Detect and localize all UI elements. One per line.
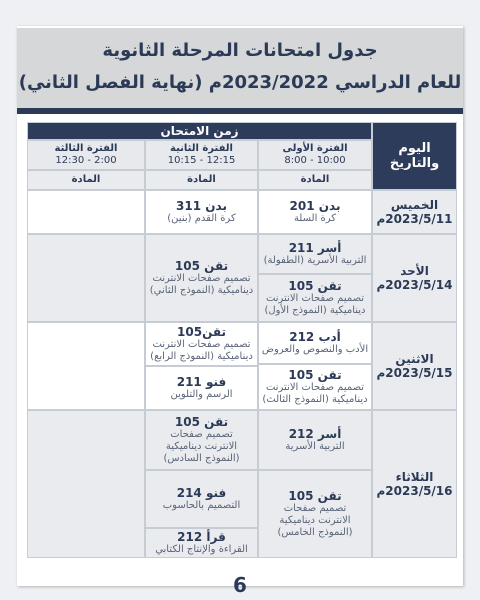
exam-code: تقن 105 (288, 489, 342, 503)
exam-subject-line: الانترنت ديناميكية (165, 441, 238, 452)
exam-subject: الرسم والتلوين (170, 389, 233, 400)
exam-thu-period-2 (145, 190, 258, 234)
period-1-header (258, 140, 372, 170)
day-name: الثلاثاء (395, 470, 434, 484)
exam-mon-period-1b (258, 364, 372, 410)
exam-code: أسر 212 (288, 427, 342, 441)
period-3-subject-label: المادة (27, 170, 145, 190)
exam-code: قرأ 212 (177, 530, 226, 544)
exam-sun-period-1b (258, 274, 372, 322)
exam-sun-period-2 (145, 234, 258, 322)
exam-code: بدن 201 (289, 199, 341, 213)
exam-subject: كرة السلة (293, 213, 337, 224)
period-1-name: الفترة الأولى (282, 143, 348, 154)
day-name: الخميس (390, 198, 439, 212)
day-date: 2023/5/15م (376, 366, 453, 380)
exam-code: أسر 211 (288, 241, 342, 255)
exam-sun-period-3-empty (27, 234, 145, 322)
exam-code: تقن 105 (288, 279, 342, 293)
day-date: 2023/5/16م (376, 484, 453, 498)
exam-tue-period-1a (258, 410, 372, 470)
page-title: جدول امتحانات المرحلة الثانوية (102, 40, 378, 61)
exam-code: تقن 105 (288, 368, 342, 382)
day-date: 2023/5/11م (376, 212, 453, 226)
exam-tue-period-1b (258, 470, 372, 558)
exam-code: فنو 214 (176, 486, 227, 500)
exam-thu-period-3-empty (27, 190, 145, 234)
exam-subject-line: تصميم صفحات الانترنت (152, 339, 251, 350)
exam-subject-line: تصميم صفحات الانترنت (265, 293, 365, 304)
exam-subject-line: تصميم صفحات الانترنت (265, 382, 365, 393)
exam-subject: التربية الأسرية (الطفولة) (263, 255, 367, 266)
day-thursday (372, 190, 457, 234)
exam-subject: كرة القدم (بنين) (167, 213, 236, 224)
page-subtitle: للعام الدراسي 2023/2022م (نهاية الفصل الثاني) (18, 72, 462, 93)
day-name: الأحد (400, 264, 429, 278)
exam-sun-period-1a (258, 234, 372, 274)
day-name: الاثنين (395, 352, 434, 366)
exam-tue-period-2a (145, 410, 258, 470)
period-3-name: الفترة الثالثة (54, 143, 118, 154)
header-day-date: اليوم والتاريخ (372, 122, 457, 190)
period-1-time: 8:00 - 10:00 (284, 155, 346, 166)
day-monday (372, 322, 457, 410)
day-date: 2023/5/14م (376, 278, 453, 292)
exam-subject-line: ديناميكية (النموذج الثاني) (149, 285, 254, 296)
page-number: 6 (233, 573, 247, 597)
title-box (17, 28, 463, 110)
exam-code: فنو 211 (176, 375, 227, 389)
exam-thu-period-1 (258, 190, 372, 234)
header-exam-time: زمن الامتحان (27, 122, 372, 140)
exam-subject-line: تصميم صفحات (170, 429, 233, 440)
exam-subject: الأدب والنصوص والعروض (261, 344, 369, 355)
exam-subject-line: ديناميكية (النموذج الرابع) (150, 351, 253, 362)
exam-subject-line: الانترنت ديناميكية (279, 515, 351, 526)
exam-tue-period-2c (145, 528, 258, 558)
period-2-time: 10:15 - 12:15 (167, 155, 236, 166)
period-3-header (27, 140, 145, 170)
exam-subject: التصميم بالحاسوب (162, 500, 241, 511)
exam-subject-line: ديناميكية (النموذج الثالث) (262, 394, 368, 405)
day-sunday (372, 234, 457, 322)
exam-subject-line: (النموذج السادس) (163, 453, 240, 464)
exam-mon-period-1a (258, 322, 372, 364)
exam-code: بدن 311 (176, 199, 227, 213)
period-1-subject-label: المادة (258, 170, 372, 190)
exam-subject-line: تصميم صفحات (283, 503, 347, 514)
exam-subject-line: ديناميكية (النموذج الأول) (264, 305, 366, 316)
title-underline (17, 108, 463, 114)
period-3-time: 12:30 - 2:00 (55, 155, 117, 166)
exam-tue-period-3-empty (27, 410, 145, 558)
exam-subject: التربية الأسرية (285, 441, 345, 452)
exam-code: تقن 105 (174, 259, 229, 273)
exam-code: أدب 212 (289, 330, 341, 344)
exam-tue-period-2b (145, 470, 258, 528)
exam-mon-period-2b (145, 366, 258, 410)
period-2-header (145, 140, 258, 170)
exam-mon-period-2a (145, 322, 258, 366)
exam-subject: القراءة والإنتاج الكتابي (155, 544, 248, 555)
period-2-name: الفترة الثانية (170, 143, 233, 154)
day-tuesday (372, 410, 457, 558)
exam-code: تقن 105 (174, 415, 229, 429)
exam-mon-period-3-empty (27, 322, 145, 410)
exam-subject-line: تصميم صفحات الانترنت (152, 273, 251, 284)
period-2-subject-label: المادة (145, 170, 258, 190)
exam-subject-line: (النموذج الخامس) (277, 527, 353, 538)
exam-code: تقن105 (177, 325, 227, 339)
